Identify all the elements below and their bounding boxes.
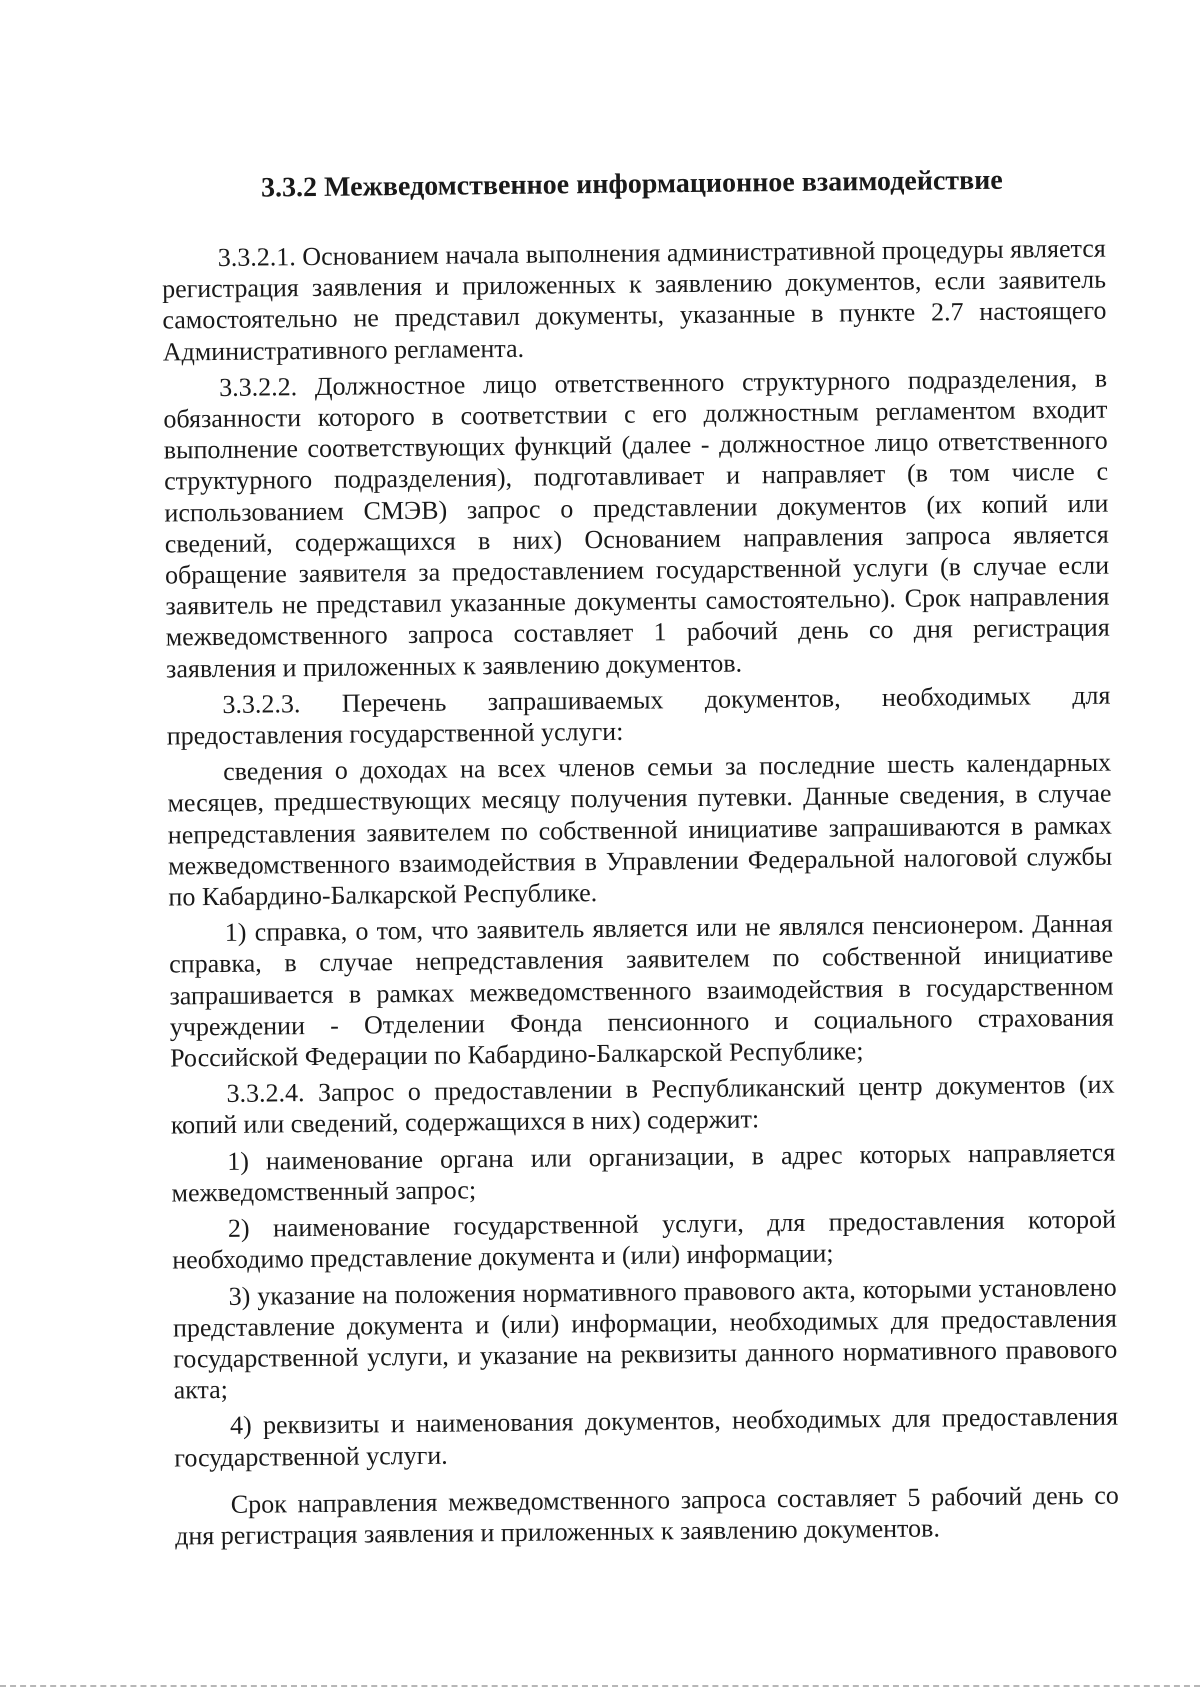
paragraph-3-3-2-4: 3.3.2.4. Запрос о предоставлении в Республиканский центр документов (их копий или сведений, содержащихся в них) содержит:: [170, 1069, 1115, 1140]
paragraph-pension-certificate: 1) справка, о том, что заявитель является или не являлся пенсионером. Данная справка, в случае непредставления заявителем по собственной инициативе запрашивается в рамках межведомственного взаимодействия в государственном учреждении - Отделении Фонда пенсионного и социального страхования Российской Федерации по Кабардино-Балкарской Республике;: [169, 908, 1114, 1073]
section-heading: 3.3.2 Межведомственное информационное взаимодействие: [260, 164, 1003, 204]
list-item-1: 1) наименование органа или организации, в адрес которых направляется межведомственный запрос;: [171, 1137, 1116, 1208]
list-item-2: 2) наименование государственной услуги, для предоставления которой необходимо представление документа и (или) информации;: [172, 1204, 1117, 1275]
list-item-4: 4) реквизиты и наименования документов, необходимых для предоставления государственной услуги.: [174, 1401, 1119, 1473]
document-body: [162, 233, 1120, 1552]
list-item-3: 3) указание на положения нормативного правового акта, которыми установлено представление документа и (или) информации, необходимых для предоставления государственной услуги, и указание на реквизиты данного нормативного правового акта;: [172, 1272, 1118, 1405]
paragraph-deadline: Срок направления межведомственного запроса составляет 5 рабочий день со дня регистрация заявления и приложенных к заявлению документов.: [175, 1480, 1119, 1551]
paragraph-3-3-2-2: 3.3.2.2. Должностное лицо ответственного структурного подразделения, в обязанности которого в соответствии с его должностным регламентом входит выполнение соответствующих функций (далее - должностное лицо ответственного структурного подразделения), подготавливает и направляет (в том числе с использованием СМЭВ) запрос о представлении документов (их копий или сведений, содержащихся в них) Основанием направления запроса является обращение заявителя за предоставлением государственной услуги (в случае если заявитель не представил указанные документы самостоятельно). Срок направления межведомственного запроса составляет 1 рабочий день со дня регистрация заявления и приложенных к заявлению документов.: [163, 363, 1110, 684]
paragraph-3-3-2-3: 3.3.2.3. Перечень запрашиваемых документов, необходимых для предоставления государственной услуги:: [166, 680, 1111, 751]
paragraph-income-info: сведения о доходах на всех членов семьи за последние шесть календарных месяцев, предшествующих месяцу получения путевки. Данные сведения, в случае непредставления заявителем по собственной инициативе запрашиваются в рамках межведомственного взаимодействия в Управлении Федеральной налоговой службы по Кабардино-Балкарской Республике.: [167, 747, 1113, 912]
scan-edge-line: [0, 1685, 1200, 1687]
paragraph-3-3-2-1: 3.3.2.1. Основанием начала выполнения административной процедуры является регистрация заявления и приложенных к заявлению документов, если заявитель самостоятельно не представил документы, указанные в пункте 2.7 настоящего Административного регламента.: [161, 233, 1107, 367]
